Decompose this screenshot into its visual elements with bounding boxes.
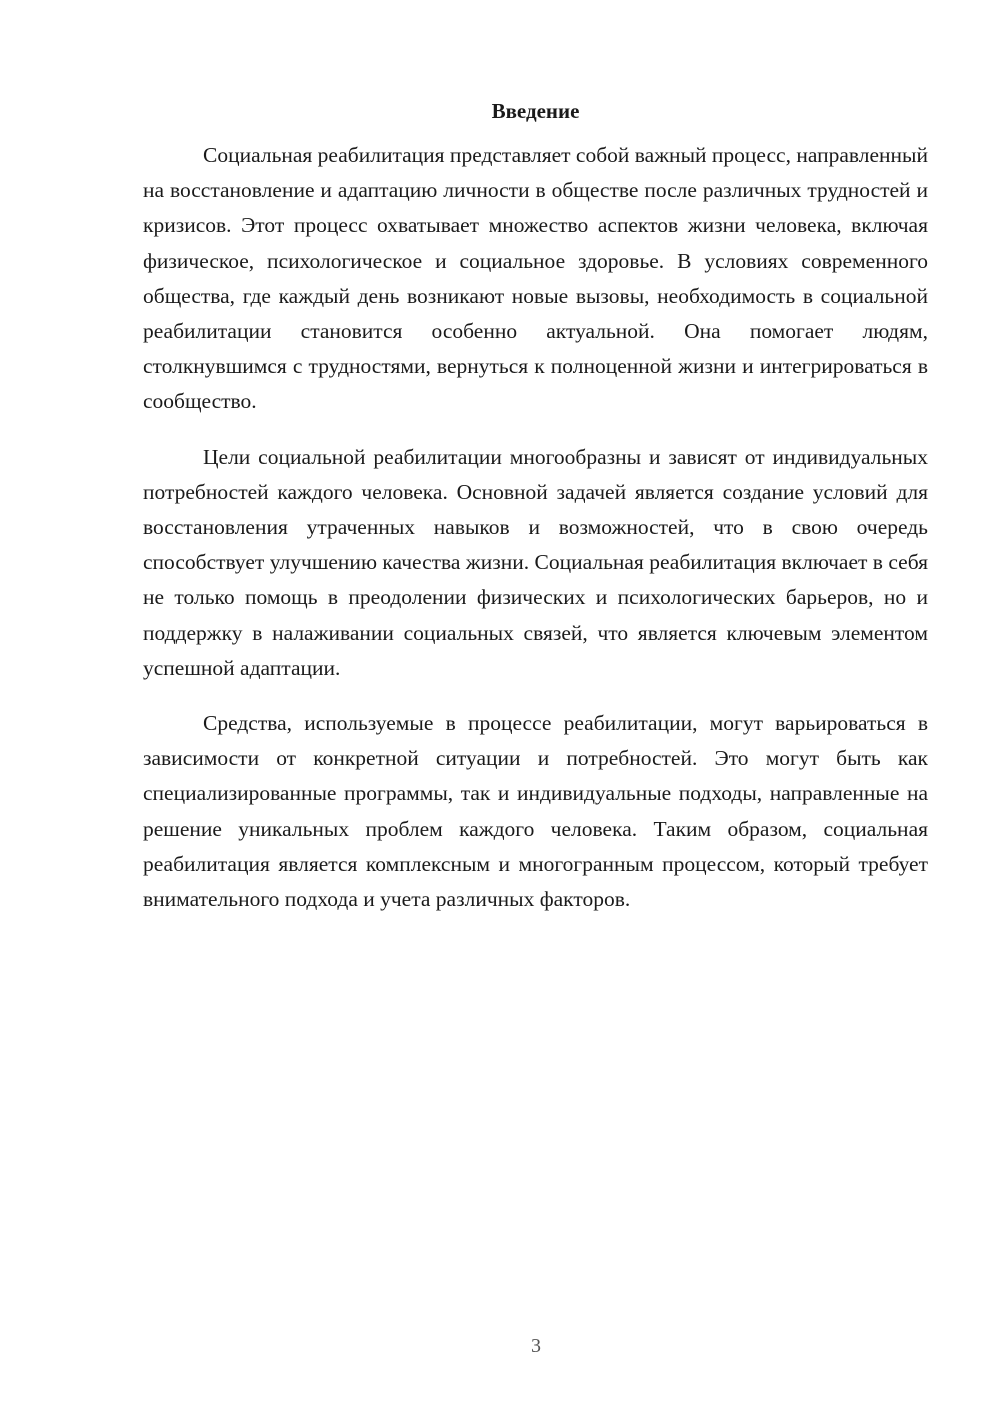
paragraph-3: Средства, используемые в процессе реабилитации, могут варьироваться в зависимости от конкретной ситуации и потребностей. Это могут быть как специализированные программы, так и индивидуальные подходы, направленные на решение уникальных проблем каждого человека. Таким образом, социальная реабилитация является комплексным и многогранным процессом, который требует внимательного подхода и учета различных факторов. bbox=[143, 711, 928, 912]
page-content bbox=[143, 96, 928, 937]
section-heading: Введение bbox=[491, 99, 580, 123]
paragraph-2: Цели социальной реабилитации многообразны и зависят от индивидуальных потребностей каждого человека. Основной задачей является создание условий для восстановления утраченных навыков и возможностей, что в свою очередь способствует улучшению качества жизни. Социальная реабилитация включает в себя не только помощь в преодолении физических и психологических барьеров, но и поддержку в налаживании социальных связей, что является ключевым элементом успешной адаптации. bbox=[143, 444, 928, 680]
paragraph-1: Социальная реабилитация представляет собой важный процесс, направленный на восстановление и адаптацию личности в обществе после различных трудностей и кризисов. Этот процесс охватывает множество аспектов жизни человека, включая физическое, психологическое и социальное здоровье. В условиях современного общества, где каждый день возникают новые вызовы, необходимость в социальной реабилитации становится особенно актуальной. Она помогает людям, столкнувшимся с трудностями, вернуться к полноценной жизни и интегрироваться в сообщество. bbox=[143, 143, 928, 414]
page-number: 3 bbox=[531, 1335, 541, 1357]
